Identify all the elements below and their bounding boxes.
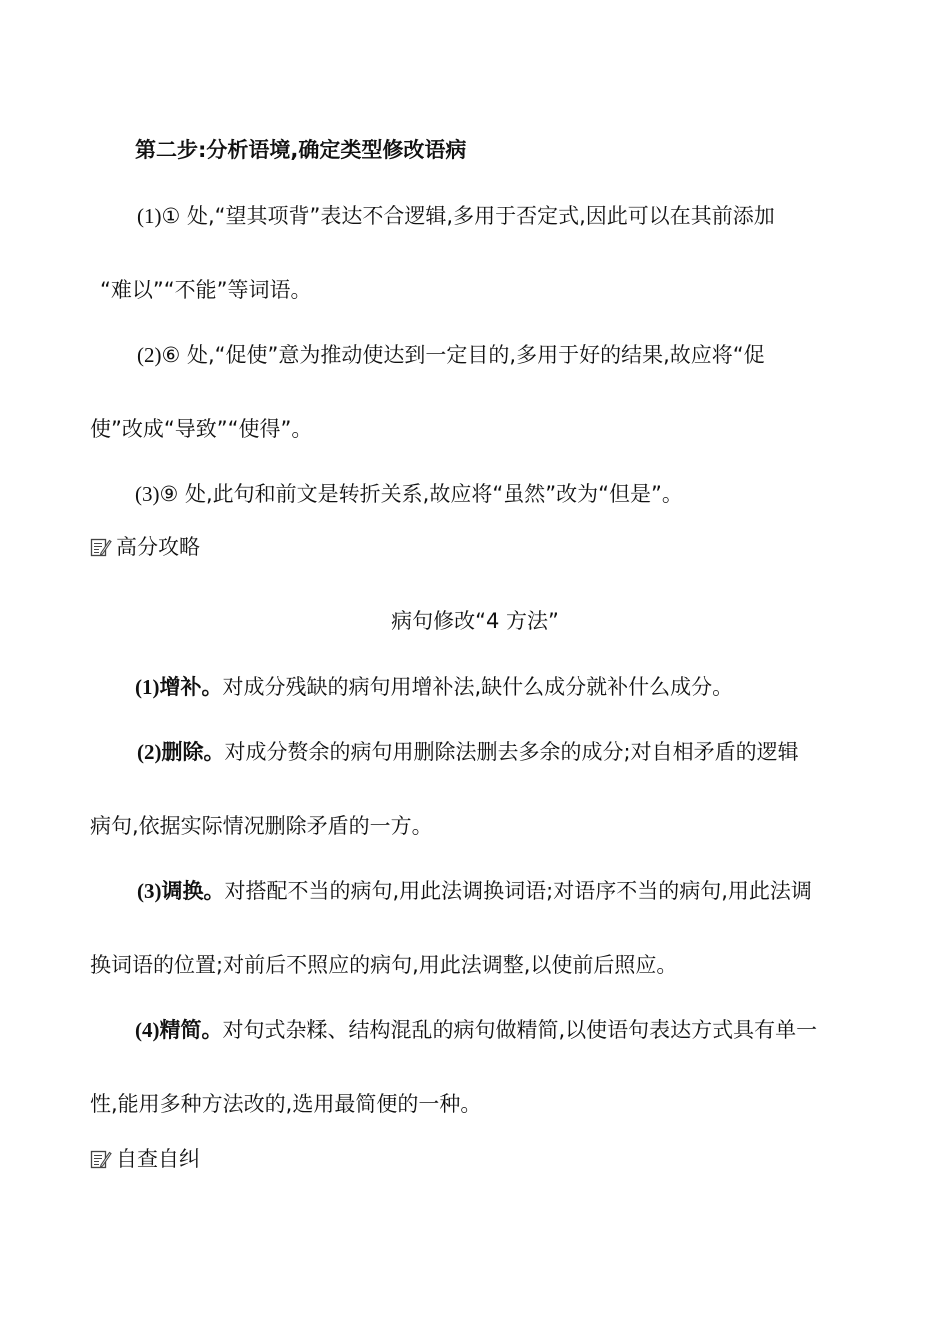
notepad-pencil-icon xyxy=(90,1148,112,1170)
method-text: 对成分赘余的病句用删除法删去多余的成分;对自相矛盾的逻辑 xyxy=(224,740,799,764)
item-marker: (2) xyxy=(137,343,162,367)
method-term: 调换。 xyxy=(161,879,225,903)
method-term: 增补。 xyxy=(159,675,223,699)
method-3-cont: 换词语的位置;对前后不照应的病句,用此法调整,以使前后照应。 xyxy=(90,953,678,977)
method-1 xyxy=(135,673,733,701)
step2-item-3 xyxy=(135,480,683,508)
section-title: 自查自纠 xyxy=(116,1147,200,1171)
item-marker: (3) xyxy=(135,482,160,506)
step2-item-1 xyxy=(137,202,775,230)
step2-item-2-cont: 使”改成“导致”“使得”。 xyxy=(90,417,313,441)
method-text: 对搭配不当的病句,用此法调换词语;对语序不当的病句,用此法调 xyxy=(224,879,812,903)
method-term: 精简。 xyxy=(159,1018,223,1042)
notepad-pencil-icon xyxy=(90,536,112,558)
method-marker: (2) xyxy=(137,740,162,764)
method-text: 对句式杂糅、结构混乱的病句做精简,以使语句表达方式具有单一 xyxy=(222,1018,818,1042)
method-term: 删除。 xyxy=(161,740,225,764)
item-text: ⑨ 处,此句和前文是转折关系,故应将“虽然”改为“但是”。 xyxy=(159,482,683,506)
method-text: 对成分残缺的病句用增补法,缺什么成分就补什么成分。 xyxy=(222,675,734,699)
method-marker: (4) xyxy=(135,1018,160,1042)
method-4 xyxy=(135,1016,817,1044)
method-marker: (1) xyxy=(135,675,160,699)
method-2-cont: 病句,依据实际情况删除矛盾的一方。 xyxy=(90,814,433,838)
item-marker: (1) xyxy=(137,204,162,228)
method-4-cont: 性,能用多种方法改的,选用最简便的一种。 xyxy=(90,1092,482,1116)
step2-item-2 xyxy=(137,341,765,369)
item-text: ⑥ 处,“促使”意为推动使达到一定目的,多用于好的结果,故应将“促 xyxy=(161,343,765,367)
item-text: ① 处,“望其项背”表达不合逻辑,多用于否定式,因此可以在其前添加 xyxy=(161,204,775,228)
step2-heading: 第二步:分析语境,确定类型修改语病 xyxy=(135,138,467,162)
method-2 xyxy=(137,738,799,766)
method-3 xyxy=(137,877,812,905)
section-self-check xyxy=(90,1145,200,1173)
step2-item-1-cont: “难以”“不能”等词语。 xyxy=(100,278,312,302)
section-title: 高分攻略 xyxy=(116,535,200,559)
section-strategy xyxy=(90,533,200,561)
strategy-subtitle: 病句修改“4 方法” xyxy=(391,609,559,633)
method-marker: (3) xyxy=(137,879,162,903)
